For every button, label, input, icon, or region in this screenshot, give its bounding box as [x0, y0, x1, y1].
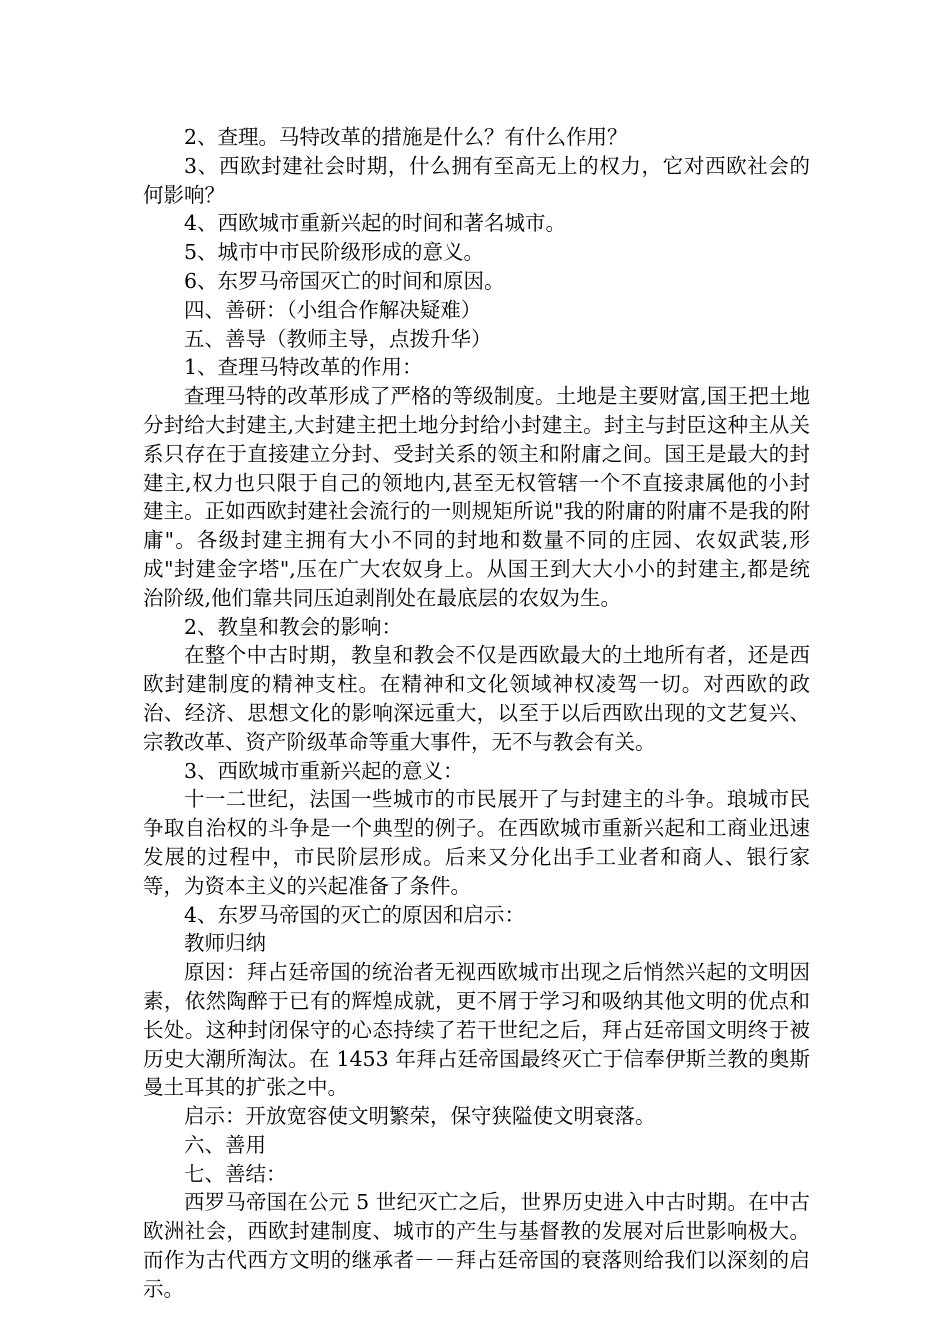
question-2: 2、查理。马特改革的措施是什么？有什么作用？	[184, 125, 628, 149]
section-5-heading: 五、善导（教师主导，点拨升华）	[184, 326, 492, 351]
paragraph-cities: 十一二世纪，法国一些城市的市民展开了与封建主的斗争。琅城市民争取自治权的斗争是一个典型的例子。在西欧城市重新兴起和工商业迅速发展的过程中，市民阶层形成。后来又分化出手工业者和商人、银行家等，为资本主义的兴起准备了条件。	[143, 787, 810, 898]
paragraph-lesson: 启示：开放宽容使文明繁荣，保守狭隘使文明衰落。	[184, 1104, 656, 1129]
paragraph-charles-martel: 查理马特的改革形成了严格的等级制度。土地是主要财富,国王把土地分封给大封建主,大封建主把土地分封给小封建主。封主与封臣这种主从关系只存在于直接建立分封、受封关系的领主和附庸之间。国王是最大的封建主,权力也只限于自己的领地内,甚至无权管辖一个不直接隶属他的小封建主。正如西欧封建社会流行的一则规矩所说"我的附庸的附庸不是我的附庸"。各级封建主拥有大小不同的封地和数量不同的庄园、农奴武装,形成"封建金字塔",压在广大农奴身上。从国王到大大小小的封建主,都是统治阶级,他们靠共同压迫剥削处在最底层的农奴为生。	[143, 384, 810, 610]
question-3: 3、西欧封建社会时期，什么拥有至高无上的权力，它对西欧社会的何影响？	[143, 153, 810, 207]
section-4-heading: 四、善研：（小组合作解决疑难）	[184, 297, 482, 322]
section-6-heading: 六、善用	[184, 1132, 266, 1157]
section-7-heading: 七、善结：	[184, 1161, 287, 1186]
document-body	[143, 123, 810, 1304]
paragraph-conclusion: 西罗马帝国在公元 5 世纪灭亡之后，世界历史进入中古时期。在中古欧洲社会，西欧封建制度、城市的产生与基督教的发展对后世影响极大。而作为古代西方文明的继承者－－拜占廷帝国的衰落则给我们以深刻的启示。	[143, 1190, 810, 1301]
question-4: 4、西欧城市重新兴起的时间和著名城市。	[184, 211, 567, 236]
subheading-2: 2、教皇和教会的影响：	[184, 614, 403, 639]
subheading-1: 1、查理马特改革的作用：	[184, 355, 423, 380]
subheading-3: 3、西欧城市重新兴起的意义：	[184, 758, 464, 783]
teacher-summary-label: 教师归纳	[184, 931, 266, 956]
paragraph-church: 在整个中古时期，教皇和教会不仅是西欧最大的土地所有者，还是西欧封建制度的精神支柱。在精神和文化领域神权凌驾一切。对西欧的政治、经济、思想文化的影响深远重大，以至于以后西欧出现的文艺复兴、宗教改革、资产阶级革命等重大事件，无不与教会有关。	[143, 643, 810, 754]
question-6: 6、东罗马帝国灭亡的时间和原因。	[184, 268, 505, 293]
question-5: 5、城市中市民阶级形成的意义。	[184, 240, 485, 265]
subheading-4: 4、东罗马帝国的灭亡的原因和启示：	[184, 902, 526, 927]
paragraph-causes: 原因：拜占廷帝国的统治者无视西欧城市出现之后悄然兴起的文明因素，依然陶醉于已有的辉煌成就，更不屑于学习和吸纳其他文明的优点和长处。这种封闭保守的心态持续了若干世纪之后，拜占廷帝国文明终于被历史大潮所淘汰。在 1453 年拜占廷帝国最终灭亡于信奉伊斯兰教的奥斯曼土耳其的扩张之中。	[143, 960, 810, 1100]
